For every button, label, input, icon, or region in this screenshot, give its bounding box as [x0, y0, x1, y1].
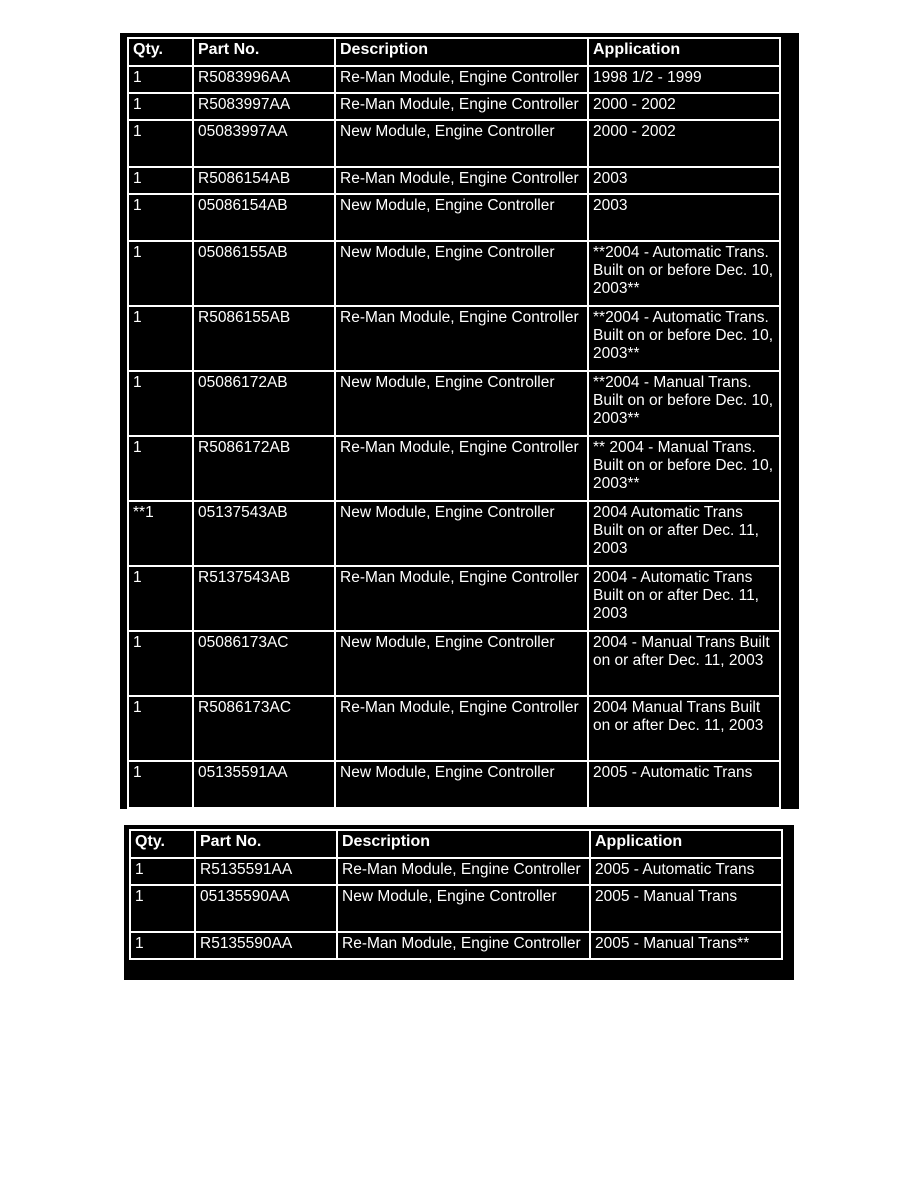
table-row — [128, 241, 780, 306]
cell-part-no: 05086155AB — [193, 241, 335, 306]
cell-part-no: R5086172AB — [193, 436, 335, 501]
cell-qty: 1 — [128, 306, 193, 371]
cell-description: Re-Man Module, Engine Controller — [335, 566, 588, 631]
cell-part-no: 05086172AB — [193, 371, 335, 436]
table-row — [130, 885, 782, 932]
cell-application: **2004 - Automatic Trans. Built on or before Dec. 10, 2003** — [588, 241, 780, 306]
table-row — [130, 858, 782, 885]
cell-qty: 1 — [130, 858, 195, 885]
table-row — [128, 371, 780, 436]
cell-application: 2004 - Automatic Trans Built on or after Dec. 11, 2003 — [588, 566, 780, 631]
cell-part-no: R5083996AA — [193, 66, 335, 93]
cell-part-no: 05086173AC — [193, 631, 335, 696]
header-application: Application — [590, 830, 782, 858]
header-part-no: Part No. — [193, 38, 335, 66]
cell-qty: 1 — [128, 761, 193, 808]
cell-application: **2004 - Manual Trans. Built on or before Dec. 10, 2003** — [588, 371, 780, 436]
parts-table-1-panel — [120, 33, 799, 809]
cell-qty: 1 — [130, 932, 195, 959]
cell-qty: 1 — [128, 371, 193, 436]
parts-table-1-body — [128, 66, 780, 808]
cell-description: New Module, Engine Controller — [335, 631, 588, 696]
table-row — [128, 120, 780, 167]
cell-part-no: R5086155AB — [193, 306, 335, 371]
cell-qty: 1 — [128, 93, 193, 120]
cell-application: 2004 - Manual Trans Built on or after Dec. 11, 2003 — [588, 631, 780, 696]
cell-application: ** 2004 - Manual Trans. Built on or before Dec. 10, 2003** — [588, 436, 780, 501]
cell-description: Re-Man Module, Engine Controller — [337, 932, 590, 959]
header-qty: Qty. — [130, 830, 195, 858]
cell-qty: 1 — [128, 120, 193, 167]
cell-part-no: 05083997AA — [193, 120, 335, 167]
header-description: Description — [335, 38, 588, 66]
parts-table-2-body — [130, 858, 782, 959]
table-row — [128, 631, 780, 696]
table-row — [128, 436, 780, 501]
cell-qty: 1 — [128, 241, 193, 306]
cell-description: New Module, Engine Controller — [335, 120, 588, 167]
cell-description: New Module, Engine Controller — [335, 761, 588, 808]
cell-part-no: R5083997AA — [193, 93, 335, 120]
table-row — [128, 194, 780, 241]
cell-part-no: R5135590AA — [195, 932, 337, 959]
cell-description: New Module, Engine Controller — [337, 885, 590, 932]
cell-application: 2005 - Manual Trans** — [590, 932, 782, 959]
cell-qty: 1 — [128, 566, 193, 631]
table-row — [128, 66, 780, 93]
cell-description: New Module, Engine Controller — [335, 501, 588, 566]
cell-part-no: R5086173AC — [193, 696, 335, 761]
cell-description: Re-Man Module, Engine Controller — [335, 436, 588, 501]
cell-application: 2005 - Manual Trans — [590, 885, 782, 932]
table-header-row — [128, 38, 780, 66]
cell-part-no: R5137543AB — [193, 566, 335, 631]
cell-application: 2005 - Automatic Trans — [588, 761, 780, 808]
table-row — [128, 761, 780, 808]
cell-part-no: 05137543AB — [193, 501, 335, 566]
table-row — [128, 306, 780, 371]
cell-description: New Module, Engine Controller — [335, 371, 588, 436]
cell-qty: 1 — [128, 436, 193, 501]
table-row — [128, 93, 780, 120]
header-qty: Qty. — [128, 38, 193, 66]
parts-table-1 — [127, 37, 781, 809]
cell-description: New Module, Engine Controller — [335, 194, 588, 241]
cell-application: 2004 Automatic Trans Built on or after Dec. 11, 2003 — [588, 501, 780, 566]
cell-description: New Module, Engine Controller — [335, 241, 588, 306]
cell-part-no: R5086154AB — [193, 167, 335, 194]
cell-description: Re-Man Module, Engine Controller — [335, 66, 588, 93]
table-row — [128, 696, 780, 761]
table-header-row — [130, 830, 782, 858]
parts-table-2 — [129, 829, 783, 960]
cell-part-no: R5135591AA — [195, 858, 337, 885]
cell-qty: **1 — [128, 501, 193, 566]
header-description: Description — [337, 830, 590, 858]
cell-description: Re-Man Module, Engine Controller — [337, 858, 590, 885]
cell-application: 1998 1/2 - 1999 — [588, 66, 780, 93]
cell-part-no: 05086154AB — [193, 194, 335, 241]
cell-part-no: 05135590AA — [195, 885, 337, 932]
cell-application: 2005 - Automatic Trans — [590, 858, 782, 885]
header-part-no: Part No. — [195, 830, 337, 858]
cell-description: Re-Man Module, Engine Controller — [335, 306, 588, 371]
cell-qty: 1 — [128, 66, 193, 93]
cell-qty: 1 — [128, 696, 193, 761]
cell-application: 2004 Manual Trans Built on or after Dec. 11, 2003 — [588, 696, 780, 761]
cell-qty: 1 — [130, 885, 195, 932]
cell-qty: 1 — [128, 631, 193, 696]
cell-description: Re-Man Module, Engine Controller — [335, 167, 588, 194]
cell-description: Re-Man Module, Engine Controller — [335, 93, 588, 120]
table-row — [130, 932, 782, 959]
cell-qty: 1 — [128, 194, 193, 241]
table-row — [128, 501, 780, 566]
cell-application: 2000 - 2002 — [588, 93, 780, 120]
cell-qty: 1 — [128, 167, 193, 194]
table-row — [128, 566, 780, 631]
header-application: Application — [588, 38, 780, 66]
parts-table-2-panel — [124, 825, 794, 980]
table-row — [128, 167, 780, 194]
cell-application: 2003 — [588, 167, 780, 194]
cell-application: 2000 - 2002 — [588, 120, 780, 167]
cell-description: Re-Man Module, Engine Controller — [335, 696, 588, 761]
cell-part-no: 05135591AA — [193, 761, 335, 808]
cell-application: 2003 — [588, 194, 780, 241]
cell-application: **2004 - Automatic Trans. Built on or before Dec. 10, 2003** — [588, 306, 780, 371]
